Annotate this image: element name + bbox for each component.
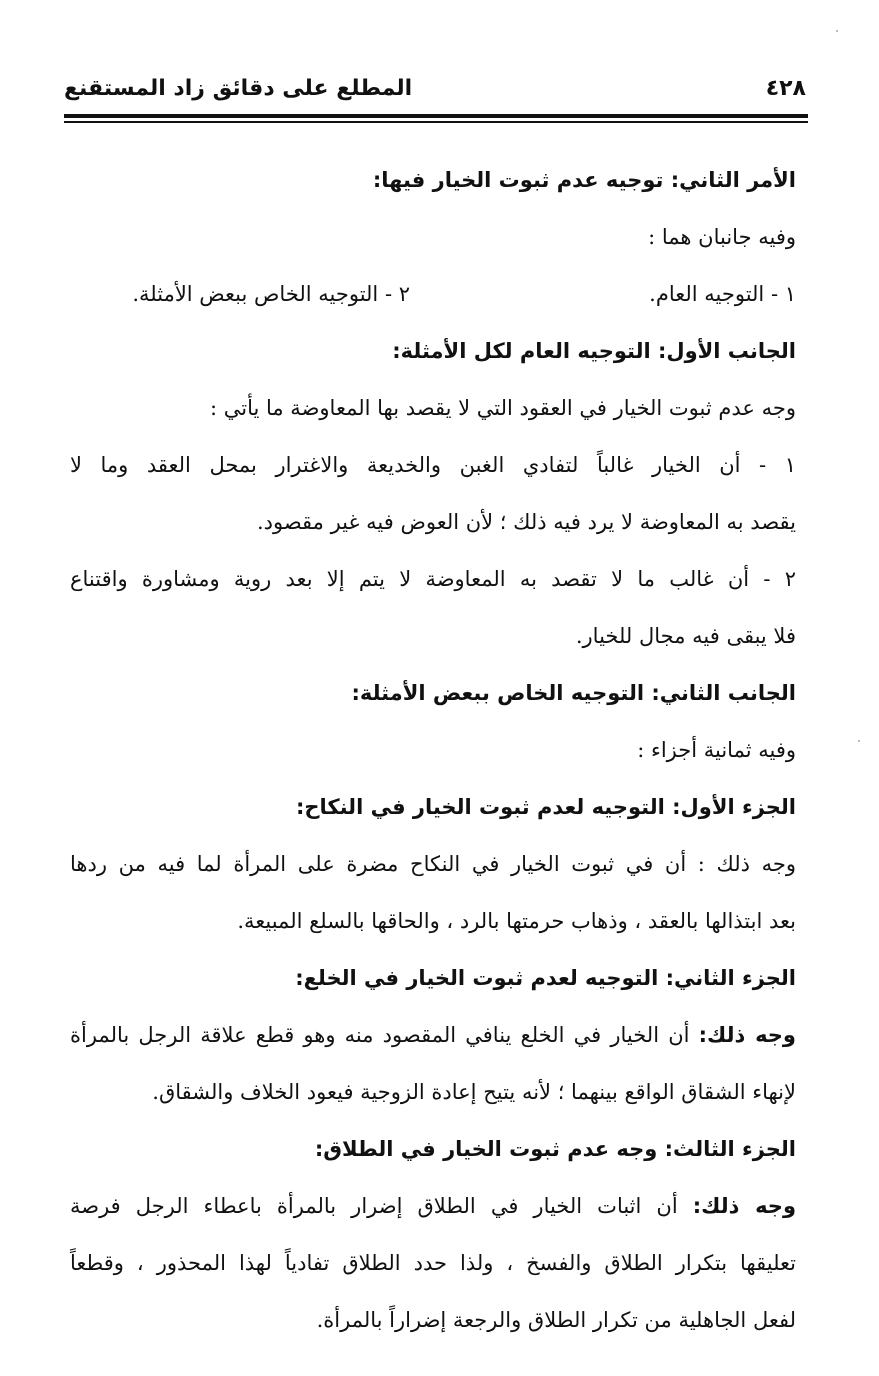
talaq-text: أن اثبات الخيار في الطلاق إضرار بالمرأة باعطاء الرجل فرصة	[70, 1194, 693, 1218]
talaq-line-1	[70, 1178, 796, 1235]
khul-lead: وجه ذلك:	[698, 1023, 796, 1047]
subsection-heading-general: الجانب الأول: التوجيه العام لكل الأمثلة:	[392, 339, 796, 363]
running-title: المطلع على دقائق زاد المستقنع	[64, 76, 413, 101]
section-heading: الأمر الثاني: توجيه عدم ثبوت الخيار فيها:	[372, 168, 796, 192]
part-heading-talaq: الجزء الثالث: وجه عدم ثبوت الخيار في الطلاق:	[314, 1137, 796, 1161]
list-row	[70, 266, 796, 323]
khul-line-2: لإنهاء الشقاق الواقع بينهما ؛ لأنه يتيح إعادة الزوجية فيعود الخلاف والشقاق.	[152, 1080, 796, 1104]
part-heading-nikah: الجزء الأول: التوجيه لعدم ثبوت الخيار في النكاح:	[295, 795, 796, 819]
part-heading-khul: الجزء الثاني: التوجيه لعدم ثبوت الخيار في الخلع:	[295, 966, 796, 990]
point-2-line-1: ٢ - أن غالب ما لا تقصد به المعاوضة لا يتم إلا بعد روية ومشاورة واقتناع	[70, 567, 796, 591]
point-2-line-2: فلا يبقى فيه مجال للخيار.	[575, 624, 796, 648]
point-1-line-1: ١ - أن الخيار غالباً لتفادي الغبن والخديعة والاغترار بمحل العقد وما لا	[70, 453, 796, 477]
paragraph: وجه عدم ثبوت الخيار في العقود التي لا يقصد بها المعاوضة ما يأتي :	[209, 396, 796, 420]
nikah-line-2: بعد ابتذالها بالعقد ، وذهاب حرمتها بالرد ، والحاقها بالسلع المبيعة.	[237, 909, 796, 933]
scan-speck	[836, 30, 838, 32]
page-header	[64, 72, 806, 112]
talaq-line-2: تعليقها بتكرار الطلاق والفسخ ، ولذا حدد الطلاق تفادياً لهذا المحذور ، وقطعاً	[70, 1251, 796, 1275]
header-rule-thick	[64, 114, 808, 118]
page-number: ٤٢٨	[765, 76, 806, 101]
subsection-heading-specific: الجانب الثاني: التوجيه الخاص ببعض الأمثلة:	[351, 681, 796, 705]
talaq-lead: وجه ذلك:	[692, 1194, 796, 1218]
intro-line: وفيه جانبان هما :	[648, 225, 796, 249]
page-body	[70, 152, 796, 1349]
scan-speck	[858, 740, 860, 742]
intro-line-2: وفيه ثمانية أجزاء :	[637, 738, 796, 762]
point-1-line-2: يقصد به المعاوضة لا يرد فيه ذلك ؛ لأن العوض فيه غير مقصود.	[256, 510, 796, 534]
talaq-line-3: لفعل الجاهلية من تكرار الطلاق والرجعة إضراراً بالمرأة.	[316, 1308, 796, 1332]
khul-line-1	[70, 1007, 796, 1064]
list-item-1: ١ - التوجيه العام.	[649, 282, 796, 306]
header-rule-thin	[64, 121, 808, 123]
nikah-line-1: وجه ذلك : أن في ثبوت الخيار في النكاح مضرة على المرأة لما فيه من ردها	[70, 852, 796, 876]
khul-text: أن الخيار في الخلع ينافي المقصود منه وهو قطع علاقة الرجل بالمرأة	[70, 1023, 699, 1047]
list-item-2: ٢ - التوجيه الخاص ببعض الأمثلة.	[132, 282, 410, 306]
